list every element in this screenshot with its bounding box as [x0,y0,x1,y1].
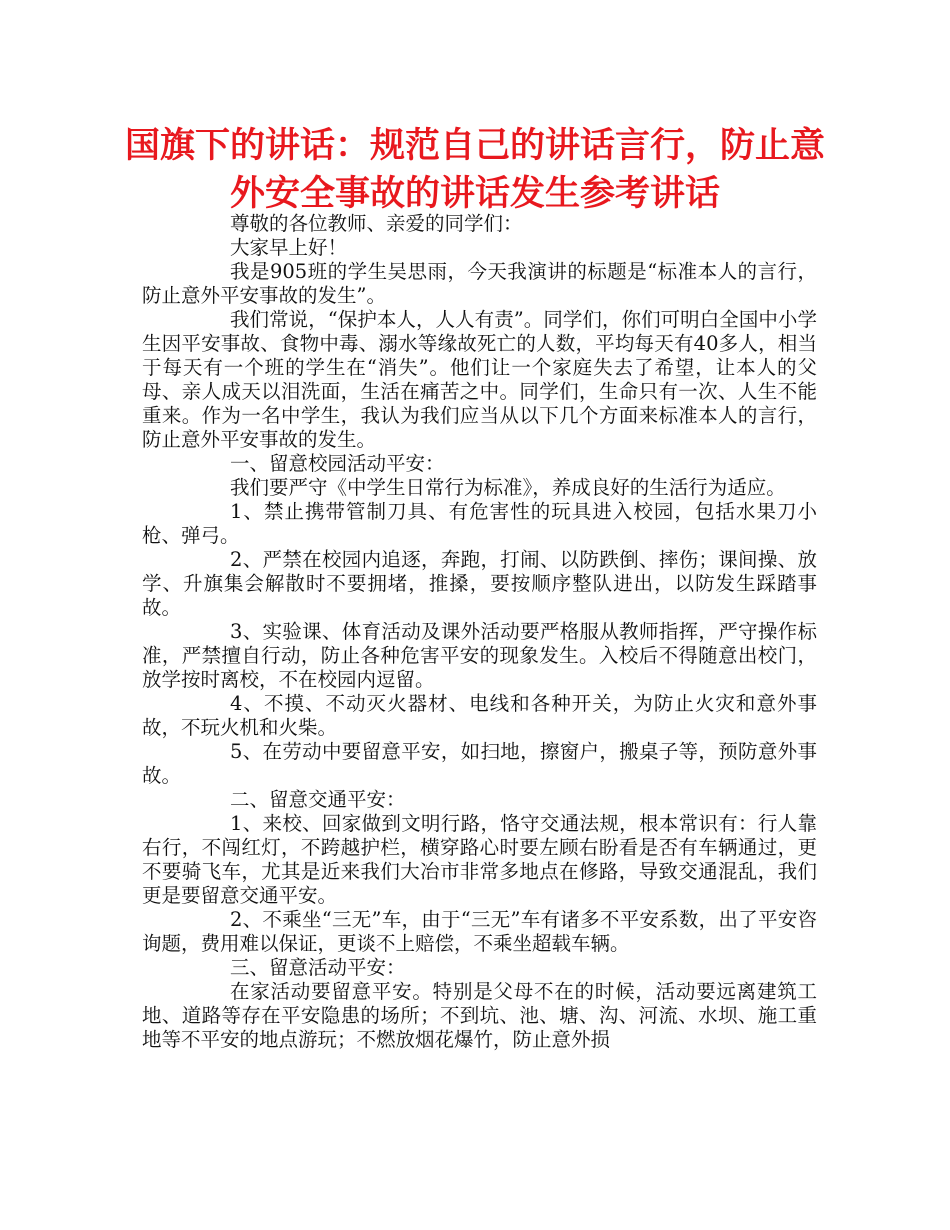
section-heading-activity: 三、留意活动平安： [230,956,406,979]
list-item-campus-2: 2、严禁在校园内追逐，奔跑，打闹、以防跌倒、摔伤；课间操、放学、升旗集会解散时不要拥堵，推搡，要按顺序整队进出，以防发生踩踏事故。 [142,548,817,619]
section-heading-traffic: 二、留意交通平安： [230,788,406,811]
list-item-campus-5: 5、在劳动中要留意平安，如扫地，擦窗户，搬桌子等，预防意外事故。 [142,740,817,787]
paragraph-greeting: 大家早上好！ [230,236,348,259]
document-title: 国旗下的讲话：规范自己的讲话言行，防止意外安全事故的讲话发生参考讲话 [124,126,825,214]
list-item-traffic-1: 1、来校、回家做到文明行路，恪守交通法规，根本常识有：行人靠右行，不闯红灯，不跨越护栏，横穿路心时要左顾右盼看是否有车辆通过，更不要骑飞车，尤其是近来我们大冶市非常多地点在修路，导致交通混乱，我们更是要留意交通平安。 [142,812,817,907]
paragraph-background: 我们常说，“保护本人，人人有责”。同学们，你们可明白全国中小学生因平安事故、食物中毒、溺水等缘故死亡的人数，平均每天有40多人，相当于每天有一个班的学生在“消失”。他们让一个家庭失去了希望，让本人的父母、亲人成天以泪洗面，生活在痛苦之中。同学们，生命只有一次、人生不能重来。作为一名中学生，我认为我们应当从以下几个方面来标准本人的言行，防止意外平安事故的发生。 [142,308,817,451]
paragraph-campus-intro: 我们要严守《中学生日常行为标准》，养成良好的生活行为适应。 [230,476,786,499]
list-item-campus-3: 3、实验课、体育活动及课外活动要严格服从教师指挥，严守操作标准，严禁擅自行动，防止各种危害平安的现象发生。入校后不得随意出校门，放学按时离校，不在校园内逗留。 [142,620,817,691]
list-item-traffic-2: 2、不乘坐“三无”车，由于“三无”车有诸多不平安系数，出了平安咨询题，费用难以保证，更谈不上赔偿，不乘坐超载车辆。 [142,908,817,955]
list-item-campus-1: 1、禁止携带管制刀具、有危害性的玩具进入校园，包括水果刀小枪、弹弓。 [142,500,817,547]
paragraph-salutation: 尊敬的各位教师、亲爱的同学们： [230,212,523,235]
document-body [142,212,817,1052]
paragraph-introduction: 我是905班的学生吴思雨，今天我演讲的标题是“标准本人的言行，防止意外平安事故的发生”。 [142,260,817,307]
section-heading-campus: 一、留意校园活动平安： [230,452,445,475]
paragraph-activity: 在家活动要留意平安。特别是父母不在的时候，活动要远离建筑工地、道路等存在平安隐患的场所；不到坑、池、塘、沟、河流、水坝、施工重地等不平安的地点游玩；不燃放烟花爆竹，防止意外损 [142,980,817,1051]
list-item-campus-4: 4、不摸、不动灭火器材、电线和各种开关，为防止火灾和意外事故，不玩火机和火柴。 [142,692,817,739]
